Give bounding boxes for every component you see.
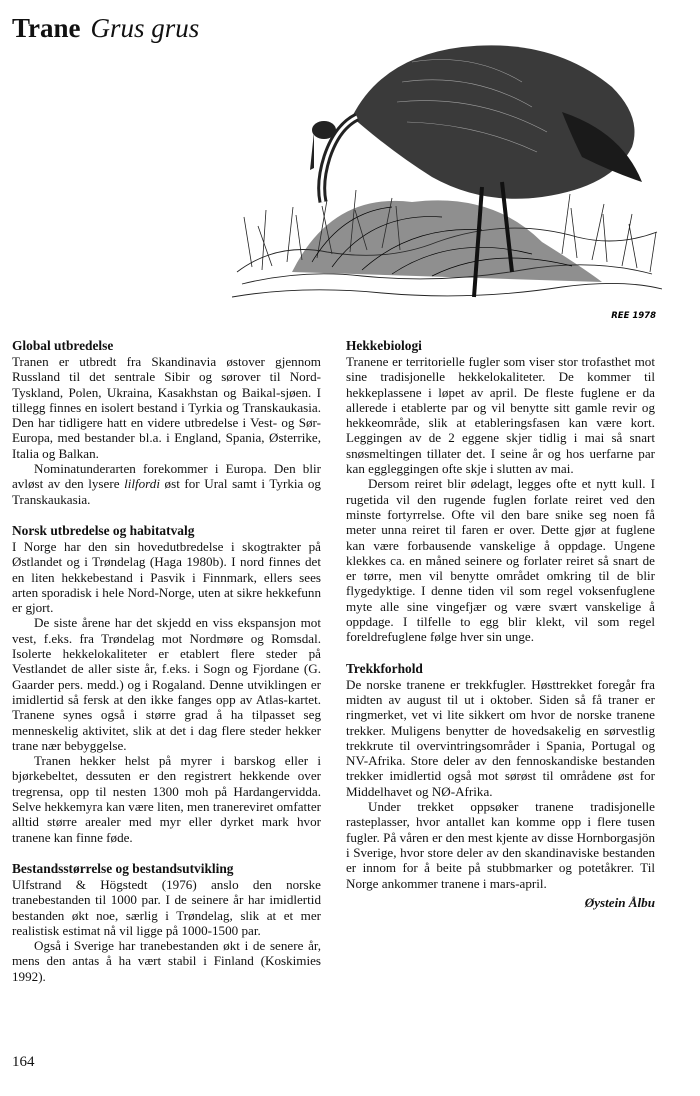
paragraph: De siste årene har det skjedd en viss ekspansjon mot vest, f.eks. fra Trøndelag mot Nordmøre og Romsdal. Isolerte hekkelokaliteter er etablert flere steder på Vestlandet de aller siste år, f.eks. i Sogn og Fjordane (G. Gaarder pers. medd.) og i Rogaland. Denne utviklingen er imidlertid så fersk at den ikke fanges opp av Atlas-kartet. Tranene synes også i større grad å ha tilpasset seg menneskelig aktivitet, slik at det i dag flere steder hekker trane nær bebyggelse. [12, 615, 321, 753]
crane-illustration [232, 22, 662, 324]
section-heading-population: Bestandsstørrelse og bestandsutvikling [12, 860, 234, 876]
paragraph: Tranen hekker helst på myrer i barskog eller i bjørkebeltet, dessuten er den registrert hekkende over tregrensa, opp til nesten 1300 moh på Hardangervidda. Selve hekkemyra kan være liten, men tranereviret omfatter alltid større arealer med myr eller dyrket mark hvor tranene kan finne føde. [12, 753, 321, 845]
latin-name: Grus grus [90, 13, 200, 43]
paragraph: Dersom reiret blir ødelagt, legges ofte et nytt kull. I rugetida vil den rugende fuglen forlate reiret ved den minste fortyrrelse. Ofte vil den bare snike seg noen få meter unna reiret til faren er over. Dette gjør at fuglene kan være forbausende vanskelige å oppdage. Ungene klekkes ca. en måned seinere og forlater reiret så snart de er tørre, men vil benytte området omkring til de blir flygedyktige. I denne tiden vil som regel voksenfuglene myte alle sine vingefjær og være svært vanskelige å oppdage. I tilfelle to egg blir klekt, vil som regel foreldrefuglene følge hver sin unge. [346, 476, 655, 645]
section-heading-norwegian-distribution: Norsk utbredelse og habitatvalg [12, 522, 195, 538]
paragraph: Tranene er territorielle fugler som viser stor trofasthet mot sine tradisjonelle hekkelokaliteter. De kommer til hekkeplassene i løpet av april. De fleste fuglene er da allerede i etablerte par og vil benytte sitt gamle revir og hekkeområde, slik at etableringsfasen kan være kort. Leggingen av de 2 eggene skjer tidlig i mai så snart snøsmeltingen tillater det. I seine år og hos uerfarne par kan eggleggingen ofte skje i slutten av mai. [346, 354, 655, 477]
section-heading-breeding-biology: Hekkebiologi [346, 338, 422, 353]
left-column [12, 338, 321, 984]
subspecies-name: lilfordi [124, 476, 160, 492]
page-number: 164 [12, 1054, 35, 1070]
right-column [346, 338, 655, 911]
paragraph: De norske tranene er trekkfugler. Høsttrekket foregår fra midten av august til ut i oktober. Siden så få traner er ringmerket, vet vi lite sikkert om hvor de norske tranene trekker. Muligens benytter de hovedsakelig en sørvestlig trekkrute til overvintringsområder i Spania, Portugal og NV-Afrika. Store deler av den fennoskandiske bestanden trekker imidlertid også mot sørøst til områdene øst for Middelhavet og NØ-Afrika. [346, 676, 655, 799]
author-signature: Øystein Ålbu [584, 894, 655, 910]
section-heading-global-distribution: Global utbredelse [12, 338, 114, 353]
crane-drawing [232, 22, 662, 324]
paragraph [12, 461, 321, 507]
section-heading-migration: Trekkforhold [346, 660, 423, 676]
paragraph: Under trekket oppsøker tranene tradisjonelle rasteplasser, hvor antallet kan komme opp i flere tusen fugler. På våren er den mest kjente av disse Hornborgasjön i Sverige, hvor store deler av den skandinaviske bestanden er innom for å beite på stubbmarker og potetåkrer. Til Norge ankommer tranene i mars-april. [346, 799, 655, 891]
artist-signature: REE 1978 [611, 311, 656, 321]
common-name: Trane [12, 13, 81, 43]
paragraph-text: øst for Ural samt i Tyrkia og Transkaukasia. [12, 476, 321, 507]
paragraph: Også i Sverige har tranebestanden økt i de senere år, mens den antas å ha vært stabil i Finland (Koskimies 1992). [12, 938, 321, 984]
species-title [12, 12, 199, 44]
paragraph: Tranen er utbredt fra Skandinavia østover gjennom Russland til det sentrale Sibir og sørover til Nord-Tyskland, Polen, Ukraina, Kasakhstan og Baikal-sjøen. I tillegg finnes en isolert bestand i Tyrkia og Transkaukasia. Den har tidligere hatt en videre utbredelse i Vest- og Sør-Europa, med bestander bl.a. i England, Spania, Østerrike, Italia og Balkan. [12, 354, 321, 461]
paragraph: Ulfstrand & Högstedt (1976) anslo den norske tranebestanden til 1000 par. I de seinere år har imidlertid bestanden økt noe, særlig i Trøndelag, slik at et mer realistisk estimat nå vil ligge på 1000-1500 par. [12, 876, 321, 938]
paragraph-text: Nominatunderarten forekommer i Europa. Den blir avløst av den lysere [12, 461, 321, 492]
paragraph: I Norge har den sin hovedutbredelse i skogtrakter på Østlandet og i Trøndelag (Haga 1980b). I nord finnes det en liten hekkebestand i Pasvik i Finnmark, ellers sees arten sporadisk i hele Nord-Norge, uten at sikre hekkefunn er gjort. [12, 538, 321, 616]
